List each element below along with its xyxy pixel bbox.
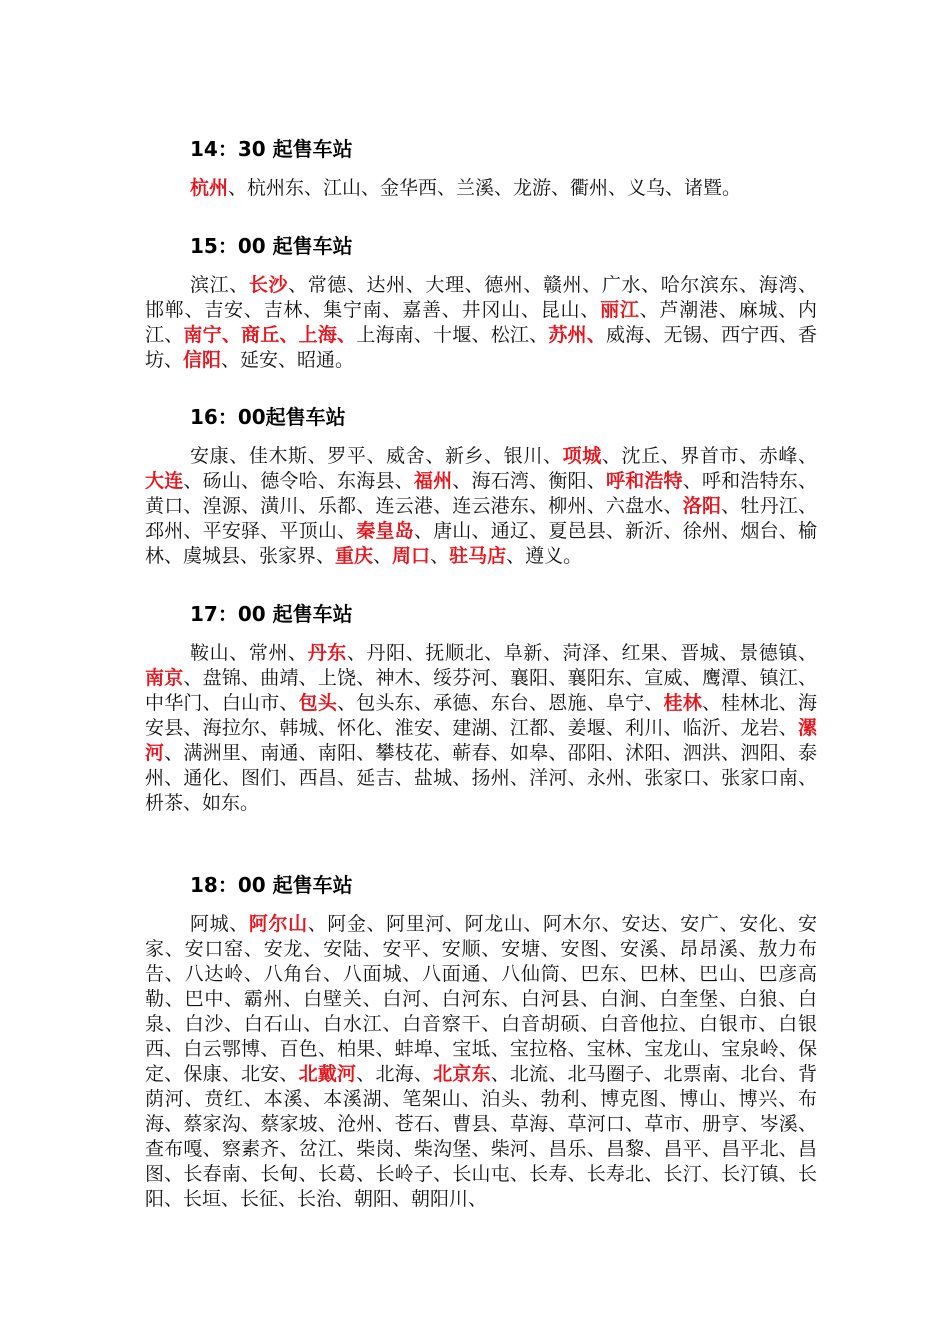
- section-heading: 15：00 起售车站: [190, 234, 353, 258]
- highlighted-station: 驻马店: [449, 545, 507, 567]
- station-text: 、包头东、承德、东台、恩施、阜宁、: [337, 692, 664, 714]
- station-text: 、唐山、通辽、夏邑县、新沂、徐州、烟台、榆林、虞城县、张家界、: [145, 520, 817, 567]
- section-1500: [145, 233, 817, 373]
- station-text: 、遵义。: [506, 545, 583, 567]
- station-text: 、北流、北马圈子、北票南、北台、背荫河、贲红、本溪、本溪湖、笔架山、泊头、勃利、博克图、博山、博兴、布海、蔡家沟、蔡家坡、沧州、苍石、曹县、草海、草河口、草市、册亨、岑溪、查布嘎、察素齐、岔江、柴岗、柴沟堡、柴河、昌乐、昌黎、昌平、昌平北、昌图、长春南、长甸、长葛、长岭子、长山屯、长寿、长寿北、长汀、长汀镇、长阳、长垣、长征、长治、朝阳、朝阳川、: [145, 1063, 817, 1210]
- station-text: 、砀山、德令哈、东海县、: [183, 470, 414, 492]
- highlighted-station: 呼和浩特: [605, 470, 683, 492]
- station-text: 、牡丹江、邳州、平安驿、平顶山、: [145, 495, 817, 542]
- highlighted-station: 漯河: [145, 717, 817, 764]
- section-heading: 17：00 起售车站: [190, 602, 353, 626]
- section-1700: [145, 601, 817, 816]
- station-text: 安康、佳木斯、罗平、威舍、新乡、银川、: [190, 445, 563, 467]
- station-text: 、呼和浩特东、黄口、湟源、潢川、乐都、连云港、连云港东、柳州、六盘水、: [145, 470, 817, 517]
- highlighted-station: 丽江: [600, 299, 640, 321]
- station-text: 、丹阳、抚顺北、阜新、菏泽、红果、晋城、景德镇、: [346, 642, 817, 664]
- highlighted-station: 洛阳: [682, 495, 722, 517]
- highlighted-station: 北戴河: [298, 1063, 357, 1085]
- station-text: 、杭州东、江山、金华西、兰溪、龙游、衢州、义乌、诸暨。: [228, 177, 742, 199]
- highlighted-station: 包头: [298, 692, 338, 714]
- station-text: 上海南、十堰、松江、: [356, 324, 549, 346]
- highlighted-station: 阿尔山: [248, 913, 308, 935]
- highlighted-station: 项城: [562, 445, 602, 467]
- highlighted-station: 长沙: [248, 274, 289, 296]
- station-text: 、沈丘、界首市、赤峰、: [601, 445, 817, 467]
- highlighted-station: 北京东: [433, 1063, 491, 1085]
- station-list: [145, 444, 817, 569]
- station-text: 、延安、昭通。: [221, 349, 355, 371]
- highlighted-station: 大连: [145, 470, 184, 492]
- station-text: 、: [373, 545, 393, 567]
- highlighted-station: 重庆: [335, 545, 374, 567]
- highlighted-station: 苏州、: [548, 324, 606, 346]
- station-text: 滨江、: [190, 274, 249, 296]
- highlighted-station: 福州: [413, 470, 453, 492]
- section-1430: [145, 136, 817, 201]
- highlighted-station: 丹东: [307, 642, 347, 664]
- station-text: 、桂林北、海安县、海拉尔、韩城、怀化、淮安、建湖、江都、姜堰、利川、临沂、龙岩、: [145, 692, 817, 739]
- station-text: 、: [430, 545, 450, 567]
- highlighted-station: 南京: [145, 667, 184, 689]
- station-text: 阿城、: [190, 913, 249, 935]
- station-list: [145, 641, 817, 816]
- section-1800: [145, 872, 817, 1212]
- station-text: 、阿金、阿里河、阿龙山、阿木尔、安达、安广、安化、安家、安口窑、安龙、安陆、安平、安顺、安塘、安图、安溪、昂昂溪、敖力布告、八达岭、八角台、八面城、八面通、八仙筒、巴东、巴林、巴山、巴彦高勒、巴中、霸州、白壁关、白河、白河东、白河县、白涧、白奎堡、白狼、白泉、白沙、白石山、白水江、白音察干、白音胡硕、白音他拉、白银市、白银西、白云鄂博、百色、柏果、蚌埠、宝坻、宝拉格、宝林、宝龙山、宝泉岭、保定、保康、北安、: [145, 913, 817, 1085]
- station-text: 威海、无锡、西宁西、香坊、: [145, 324, 817, 371]
- highlighted-station: 周口: [392, 545, 431, 567]
- station-text: 、北海、: [356, 1063, 434, 1085]
- highlighted-station: 南宁、商丘、上海、: [183, 324, 357, 346]
- highlighted-station: 杭州: [190, 177, 229, 199]
- highlighted-station: 秦皇岛: [356, 520, 414, 542]
- station-list: [145, 912, 817, 1212]
- section-heading: 16：00起售车站: [190, 405, 346, 429]
- station-list: [145, 273, 817, 373]
- station-text: 、芦潮港、麻城、内江、: [145, 299, 817, 346]
- station-text: 、常德、达州、大理、德州、赣州、广水、哈尔滨东、海湾、邯郸、吉安、吉林、集宁南、嘉善、井冈山、昆山、: [145, 274, 817, 321]
- highlighted-station: 信阳: [183, 349, 222, 371]
- station-text: 鞍山、常州、: [190, 642, 308, 664]
- section-heading: 18：00 起售车站: [190, 873, 353, 897]
- highlighted-station: 桂林: [663, 692, 702, 714]
- station-text: 、盘锦、曲靖、上饶、神木、绥芬河、襄阳、襄阳东、宣威、鹰潭、镇江、中华门、白山市、: [145, 667, 817, 714]
- section-heading: 14：30 起售车站: [190, 137, 353, 161]
- station-text: 、海石湾、衡阳、: [452, 470, 606, 492]
- station-text: 、满洲里、南通、南阳、攀枝花、蕲春、如皋、邵阳、沭阳、泗洪、泗阳、泰州、通化、图们、西昌、延吉、盐城、扬州、洋河、永州、张家口、张家口南、枡茶、如东。: [145, 742, 817, 814]
- station-list: [145, 176, 817, 201]
- section-1600: [145, 404, 817, 569]
